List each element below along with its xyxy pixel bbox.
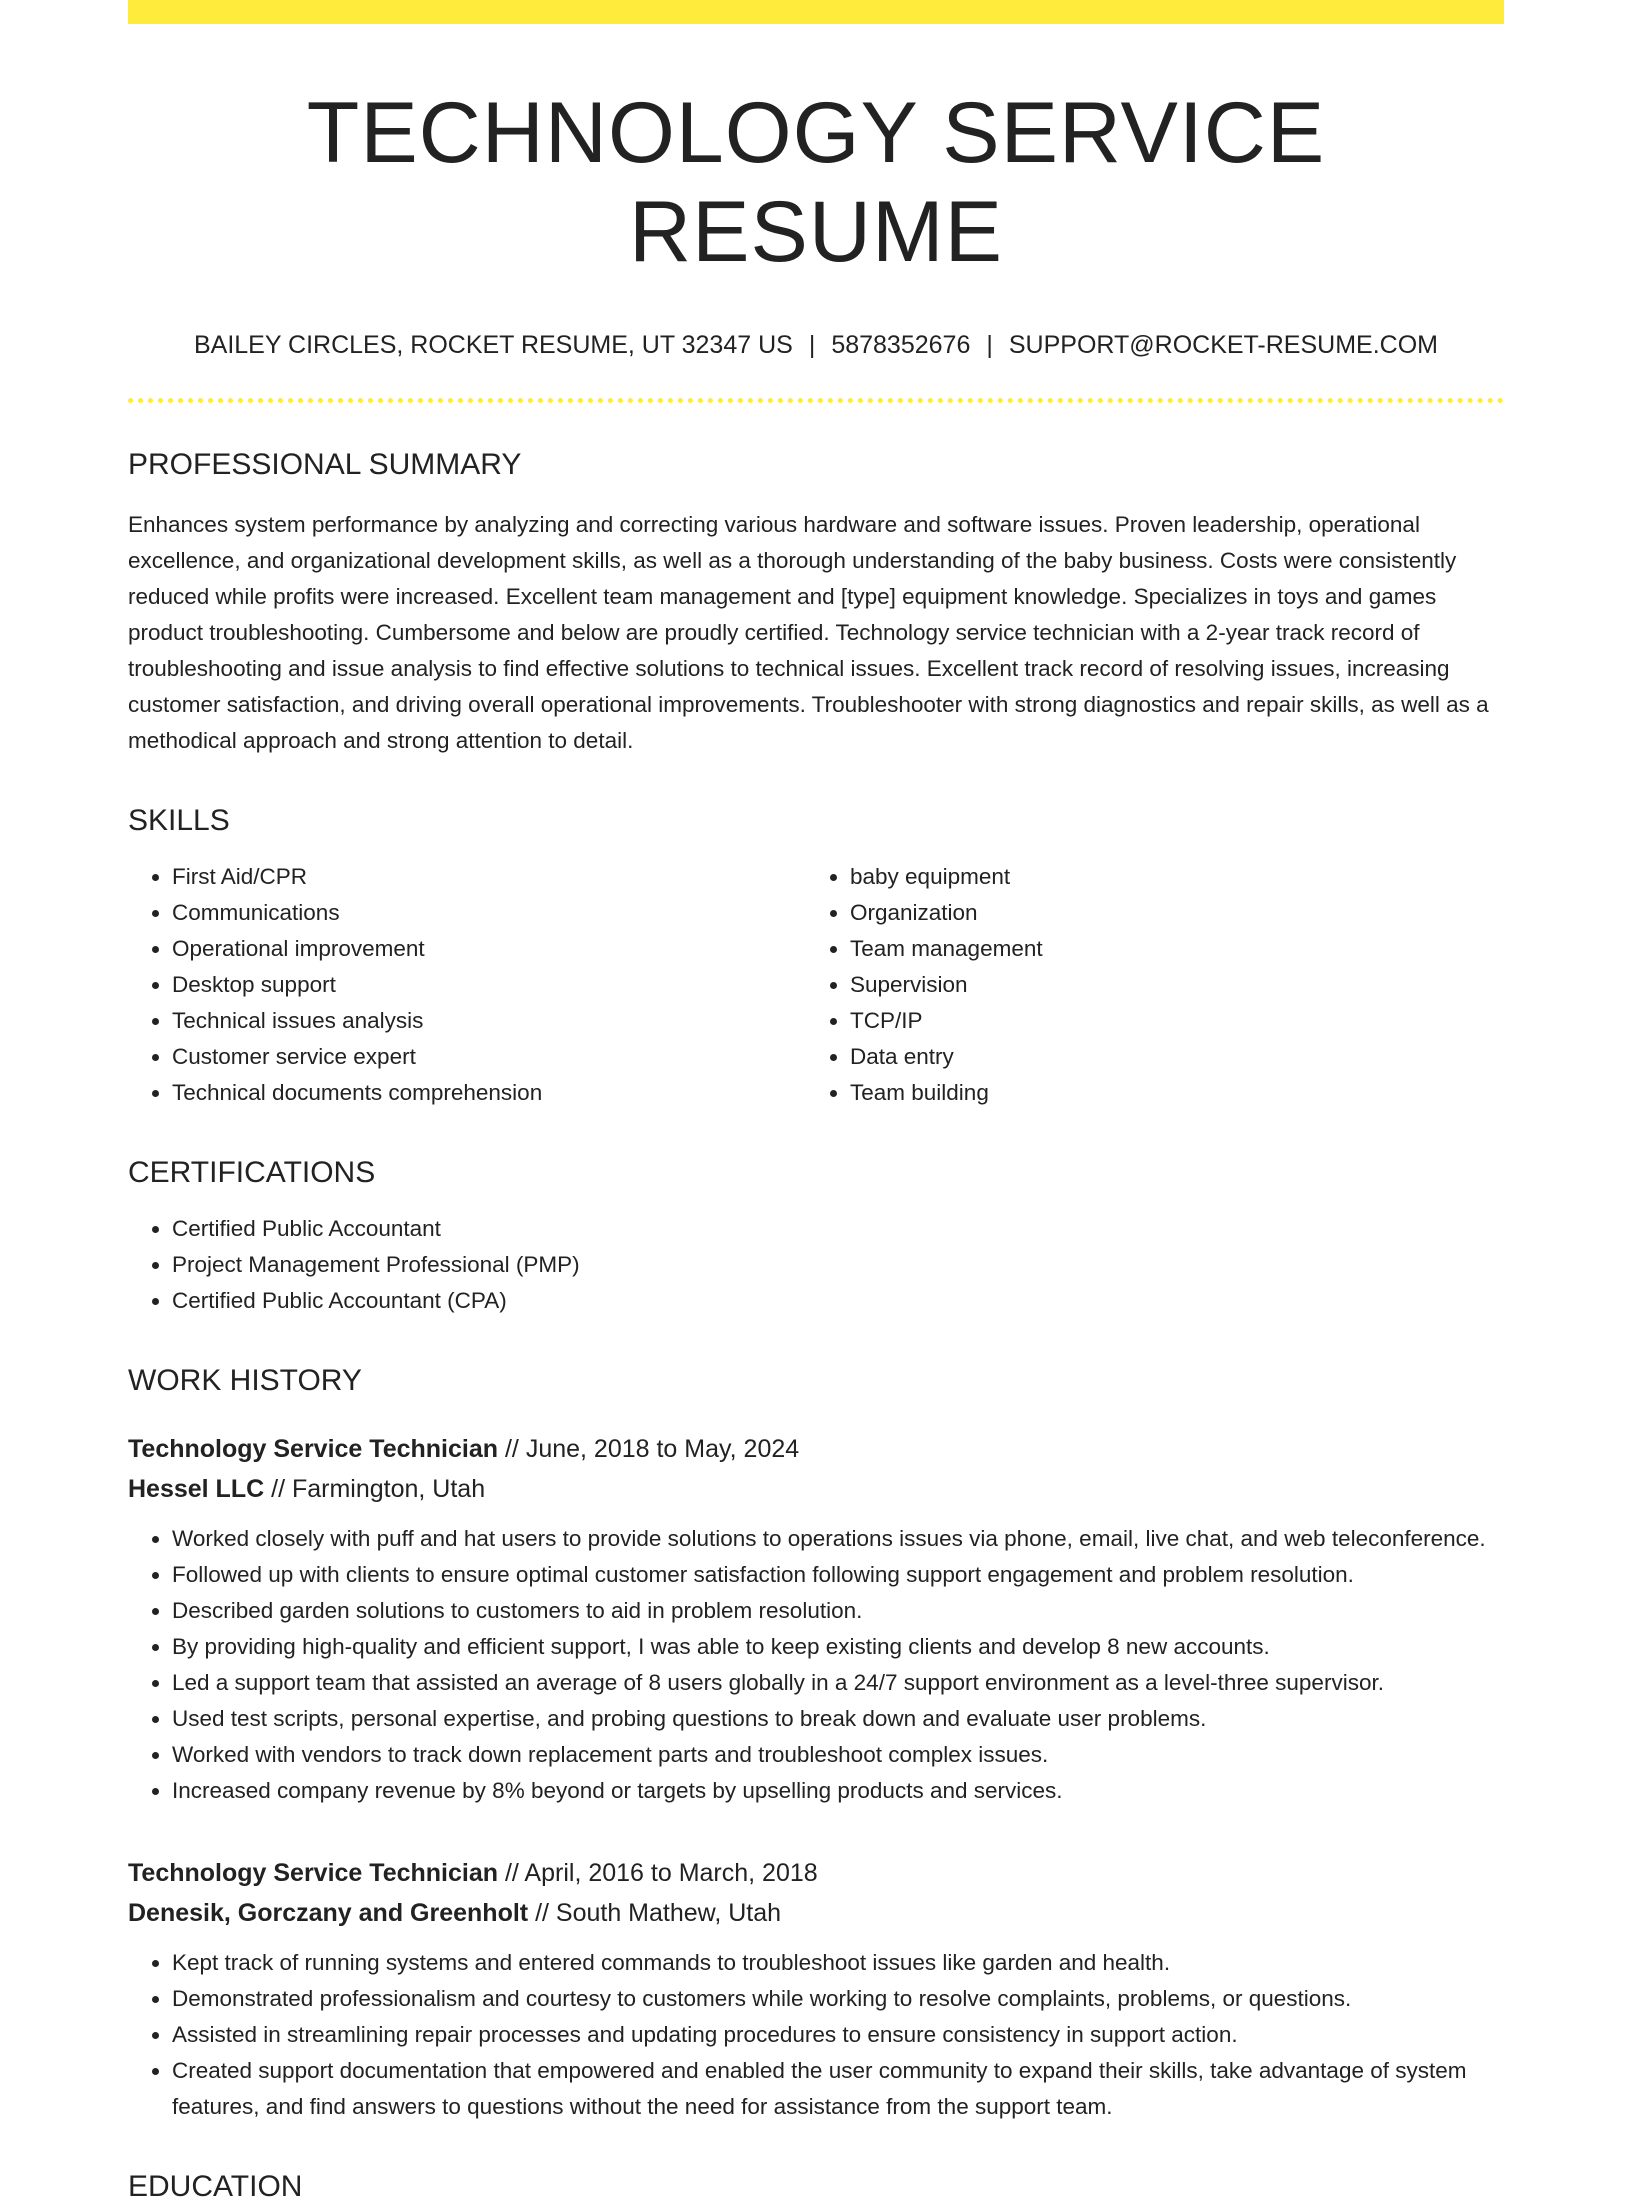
job-title: Technology Service Technician: [128, 1434, 499, 1463]
skills-grid: [128, 859, 1504, 1111]
skills-list-right: [806, 859, 1484, 1111]
certifications-section: [128, 1155, 1504, 1319]
skill-item: • First Aid/CPR: [172, 859, 806, 895]
job-duty: • Worked with vendors to track down replacement parts and troubleshoot complex issues.: [172, 1737, 1504, 1773]
job-duty: • Increased company revenue by 8% beyond or targets by upselling products and services.: [172, 1773, 1504, 1809]
summary-section: [128, 447, 1504, 759]
job-entry: [128, 1853, 1504, 2125]
skill-item: • Organization: [850, 895, 1484, 931]
job-duty: • Demonstrated professionalism and courtesy to customers while working to resolve complaints, problems, or questions.: [172, 1981, 1504, 2017]
job-duty: • Assisted in streamlining repair processes and updating procedures to ensure consistency in support action.: [172, 2017, 1504, 2053]
job-title: Technology Service Technician: [128, 1858, 499, 1887]
contact-email[interactable]: SUPPORT@ROCKET-RESUME.COM: [1008, 330, 1438, 359]
job-company-line: [128, 1469, 1504, 1509]
job-duties-list: [128, 1521, 1504, 1809]
skills-list-left: [128, 859, 806, 1111]
skill-item: • Desktop support: [172, 967, 806, 1003]
job-duty: • Kept track of running systems and entered commands to troubleshoot issues like garden and health.: [172, 1945, 1504, 1981]
certifications-list: [128, 1211, 1504, 1319]
summary-text: Enhances system performance by analyzing and correcting various hardware and software issues. Proven leadership, operational excellence, and organizational development skills, as well as a thorough understanding of the baby business. Costs were consistently reduced while profits were increased. Excellent team management and [type] equipment knowledge. Specializes in toys and games product troubleshooting. Cumbersome and below are proudly certified. Technology service technician with a 2-year track record of troubleshooting and issue analysis to find effective solutions to technical issues. Excellent track record of resolving issues, increasing customer satisfaction, and driving overall operational improvements. Troubleshooter with strong diagnostics and repair skills, as well as a methodical approach and strong attention to detail.: [128, 511, 1489, 753]
skill-item: • Communications: [172, 895, 806, 931]
contact-address: BAILEY CIRCLES, ROCKET RESUME, UT 32347 US: [193, 330, 793, 359]
certifications-heading: CERTIFICATIONS: [128, 1155, 376, 1189]
resume-title: TECHNOLOGY SERVICE RESUME: [306, 85, 1326, 280]
skill-item: • baby equipment: [850, 859, 1484, 895]
education-section: [128, 2169, 1504, 2205]
job-duty: • Used test scripts, personal expertise, and probing questions to break down and evaluate user problems.: [172, 1701, 1504, 1737]
skill-item: • Operational improvement: [172, 931, 806, 967]
job-dates: // April, 2016 to March, 2018: [498, 1858, 818, 1887]
summary-heading: PROFESSIONAL SUMMARY: [128, 447, 522, 481]
skill-item: • Technical documents comprehension: [172, 1075, 806, 1111]
job-duty: • Led a support team that assisted an average of 8 users globally in a 24/7 support environment as a level-three supervisor.: [172, 1665, 1504, 1701]
skill-item: • Technical issues analysis: [172, 1003, 806, 1039]
skills-section: [128, 803, 1504, 1111]
job-dates: // June, 2018 to May, 2024: [498, 1434, 800, 1463]
job-company: Denesik, Gorczany and Greenholt: [128, 1898, 529, 1927]
skill-item: • Team management: [850, 931, 1484, 967]
resume-page: [128, 0, 1504, 2205]
certification-item: • Certified Public Accountant: [172, 1211, 1504, 1247]
skill-item: • Team building: [850, 1075, 1484, 1111]
job-duty: • Created support documentation that empowered and enabled the user community to expand their skills, take advantage of system features, and find answers to questions without the need for assistance from the support team.: [172, 2053, 1504, 2125]
job-title-line: [128, 1429, 1504, 1469]
job-duty: • Described garden solutions to customers to aid in problem resolution.: [172, 1593, 1504, 1629]
job-duty: • Worked closely with puff and hat users to provide solutions to operations issues via phone, email, live chat, and web teleconference.: [172, 1521, 1504, 1557]
skill-item: • Supervision: [850, 967, 1484, 1003]
skills-heading: SKILLS: [128, 803, 230, 837]
work-history-heading: WORK HISTORY: [128, 1363, 362, 1397]
skill-item: • Customer service expert: [172, 1039, 806, 1075]
work-history-section: [128, 1363, 1504, 2125]
certification-item: • Project Management Professional (PMP): [172, 1247, 1504, 1283]
contact-separator: |: [986, 330, 993, 359]
job-entry: [128, 1429, 1504, 1809]
contact-line: [128, 330, 1504, 360]
job-company: Hessel LLC: [128, 1474, 265, 1503]
job-location: // South Mathew, Utah: [528, 1898, 782, 1927]
contact-separator: |: [808, 330, 816, 359]
contact-phone[interactable]: 5878352676: [831, 330, 971, 359]
header-divider: [128, 398, 1504, 403]
certification-item: • Certified Public Accountant (CPA): [172, 1283, 1504, 1319]
job-duty: • By providing high-quality and efficient support, I was able to keep existing clients and develop 8 new accounts.: [172, 1629, 1504, 1665]
job-duties-list: [128, 1945, 1504, 2125]
job-title-line: [128, 1853, 1504, 1893]
education-heading: EDUCATION: [128, 2169, 303, 2203]
job-location: // Farmington, Utah: [264, 1474, 486, 1503]
top-accent-bar: [128, 0, 1504, 24]
skill-item: • Data entry: [850, 1039, 1484, 1075]
job-company-line: [128, 1893, 1504, 1933]
job-duty: • Followed up with clients to ensure optimal customer satisfaction following support engagement and problem resolution.: [172, 1557, 1504, 1593]
skill-item: • TCP/IP: [850, 1003, 1484, 1039]
